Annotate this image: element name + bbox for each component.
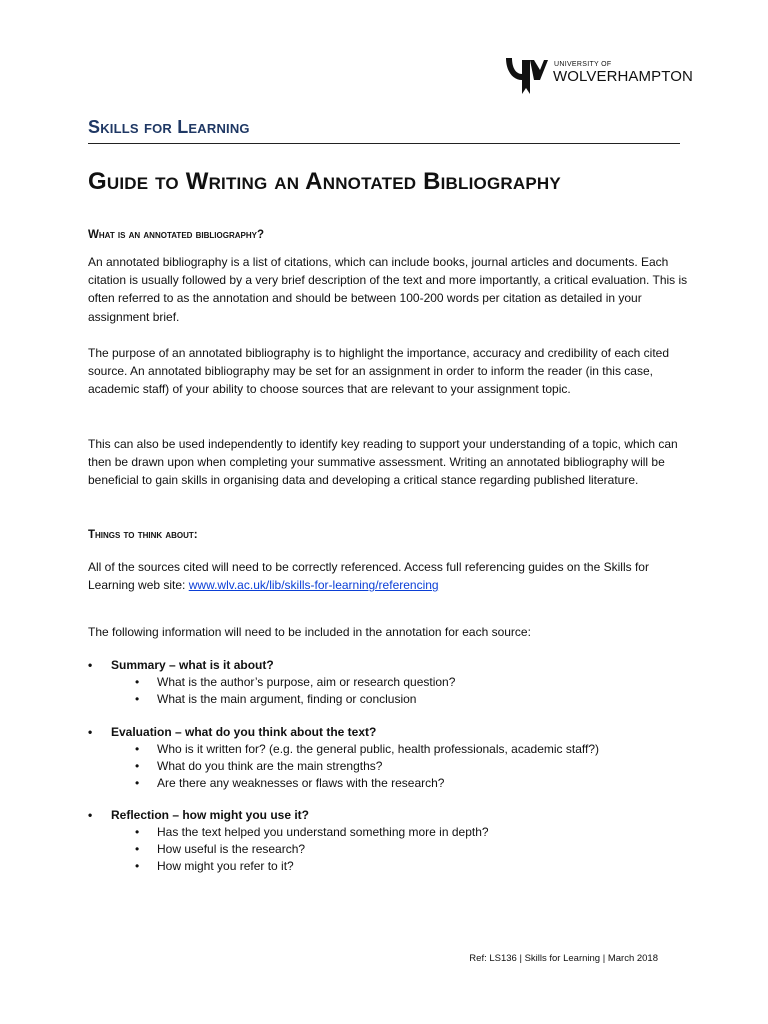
paragraph-purpose: The purpose of an annotated bibliography is to highlight the importance, accuracy and credibility of each cited source. An annotated bibliography may be set for an assignment in order to inform the reader (in this case, academic staff) of your ability to choose sources that are relevant to your assignment topic. [88, 346, 670, 397]
paragraph-referencing [88, 558, 688, 594]
section-heading-things-to-think: Things to think about: [88, 529, 198, 541]
sub-bullet-item [88, 675, 688, 692]
section-heading-what-is: What is an annotated bibliography? [88, 229, 264, 241]
bullet-symbol: • [88, 808, 93, 822]
referencing-link[interactable]: www.wlv.ac.uk/lib/skills-for-learning/referencing [188, 578, 439, 593]
paragraph-annotation-intro: The following information will need to be included in the annotation for each source: [88, 625, 531, 639]
bullet-symbol: • [135, 825, 140, 839]
logo-line-wolverhampton: WOLVERHAMPTON [553, 68, 693, 85]
sub-bullet-item [88, 776, 688, 793]
sub-bullet-item [88, 859, 688, 876]
bullet-symbol: • [135, 675, 140, 689]
bullet-symbol: • [88, 658, 93, 672]
bullet-label: Evaluation – what do you think about the text? [111, 725, 377, 739]
page-title: Guide to Writing an Annotated Bibliography [88, 168, 561, 195]
sub-bullet-item [88, 692, 688, 709]
university-logo [500, 54, 693, 96]
sub-bullet-item [88, 759, 688, 776]
bullet-symbol: • [88, 725, 93, 739]
bullet-item [88, 808, 688, 825]
bullet-symbol: • [135, 759, 140, 773]
header-divider [88, 143, 680, 144]
sub-bullet-text: Are there any weaknesses or flaws with the research? [157, 776, 445, 790]
bullet-item [88, 658, 688, 675]
sub-bullet-item [88, 742, 688, 759]
series-heading: Skills for Learning [88, 117, 250, 137]
sub-bullet-text: Who is it written for? (e.g. the general public, health professionals, academic staff?) [157, 742, 600, 756]
sub-bullet-item [88, 825, 688, 842]
bullet-label: Summary – what is it about? [111, 658, 274, 672]
bullet-item [88, 725, 688, 742]
sub-bullet-text: What is the author’s purpose, aim or research question? [157, 675, 456, 689]
bullet-symbol: • [135, 742, 140, 756]
sub-bullet-text: How useful is the research? [157, 842, 306, 856]
bullet-symbol: • [135, 692, 140, 706]
bullet-symbol: • [135, 842, 140, 856]
sub-bullet-text: What do you think are the main strengths? [157, 759, 383, 773]
sub-bullet-text: Has the text helped you understand something more in depth? [157, 825, 489, 839]
paragraph-independent-use: This can also be used independently to identify key reading to support your understanding of a topic, which can then be drawn upon when completing your summative assessment. Writing an annotated bibliography will be beneficial to gain skills in organising data and developing a critical stance regarding published literature. [88, 437, 678, 488]
bullet-symbol: • [135, 859, 140, 873]
university-crest-icon [500, 54, 552, 96]
logo-line-university: UNIVERSITY OF [554, 61, 612, 68]
referencing-text: All of the sources cited will need to be correctly referenced. Access full referencing guides on the Skills for Learning web site: [88, 560, 649, 593]
sub-bullet-item [88, 842, 688, 859]
bullet-label: Reflection – how might you use it? [111, 808, 310, 822]
bullet-group-reflection [88, 808, 688, 876]
bullet-group-evaluation [88, 725, 688, 793]
page-footer-reference: Ref: LS136 | Skills for Learning | March 2018 [469, 953, 658, 964]
paragraph-definition: An annotated bibliography is a list of citations, which can include books, journal articles and documents. Each citation is usually followed by a very brief description of the text and more importantly, a critical evaluation. This is often referred to as the annotation and should be between 100-200 words per citation as detailed in your assignment brief. [88, 255, 688, 324]
sub-bullet-text: How might you refer to it? [157, 859, 294, 873]
sub-bullet-text: What is the main argument, finding or conclusion [157, 692, 417, 706]
bullet-group-summary [88, 658, 688, 709]
bullet-symbol: • [135, 776, 140, 790]
